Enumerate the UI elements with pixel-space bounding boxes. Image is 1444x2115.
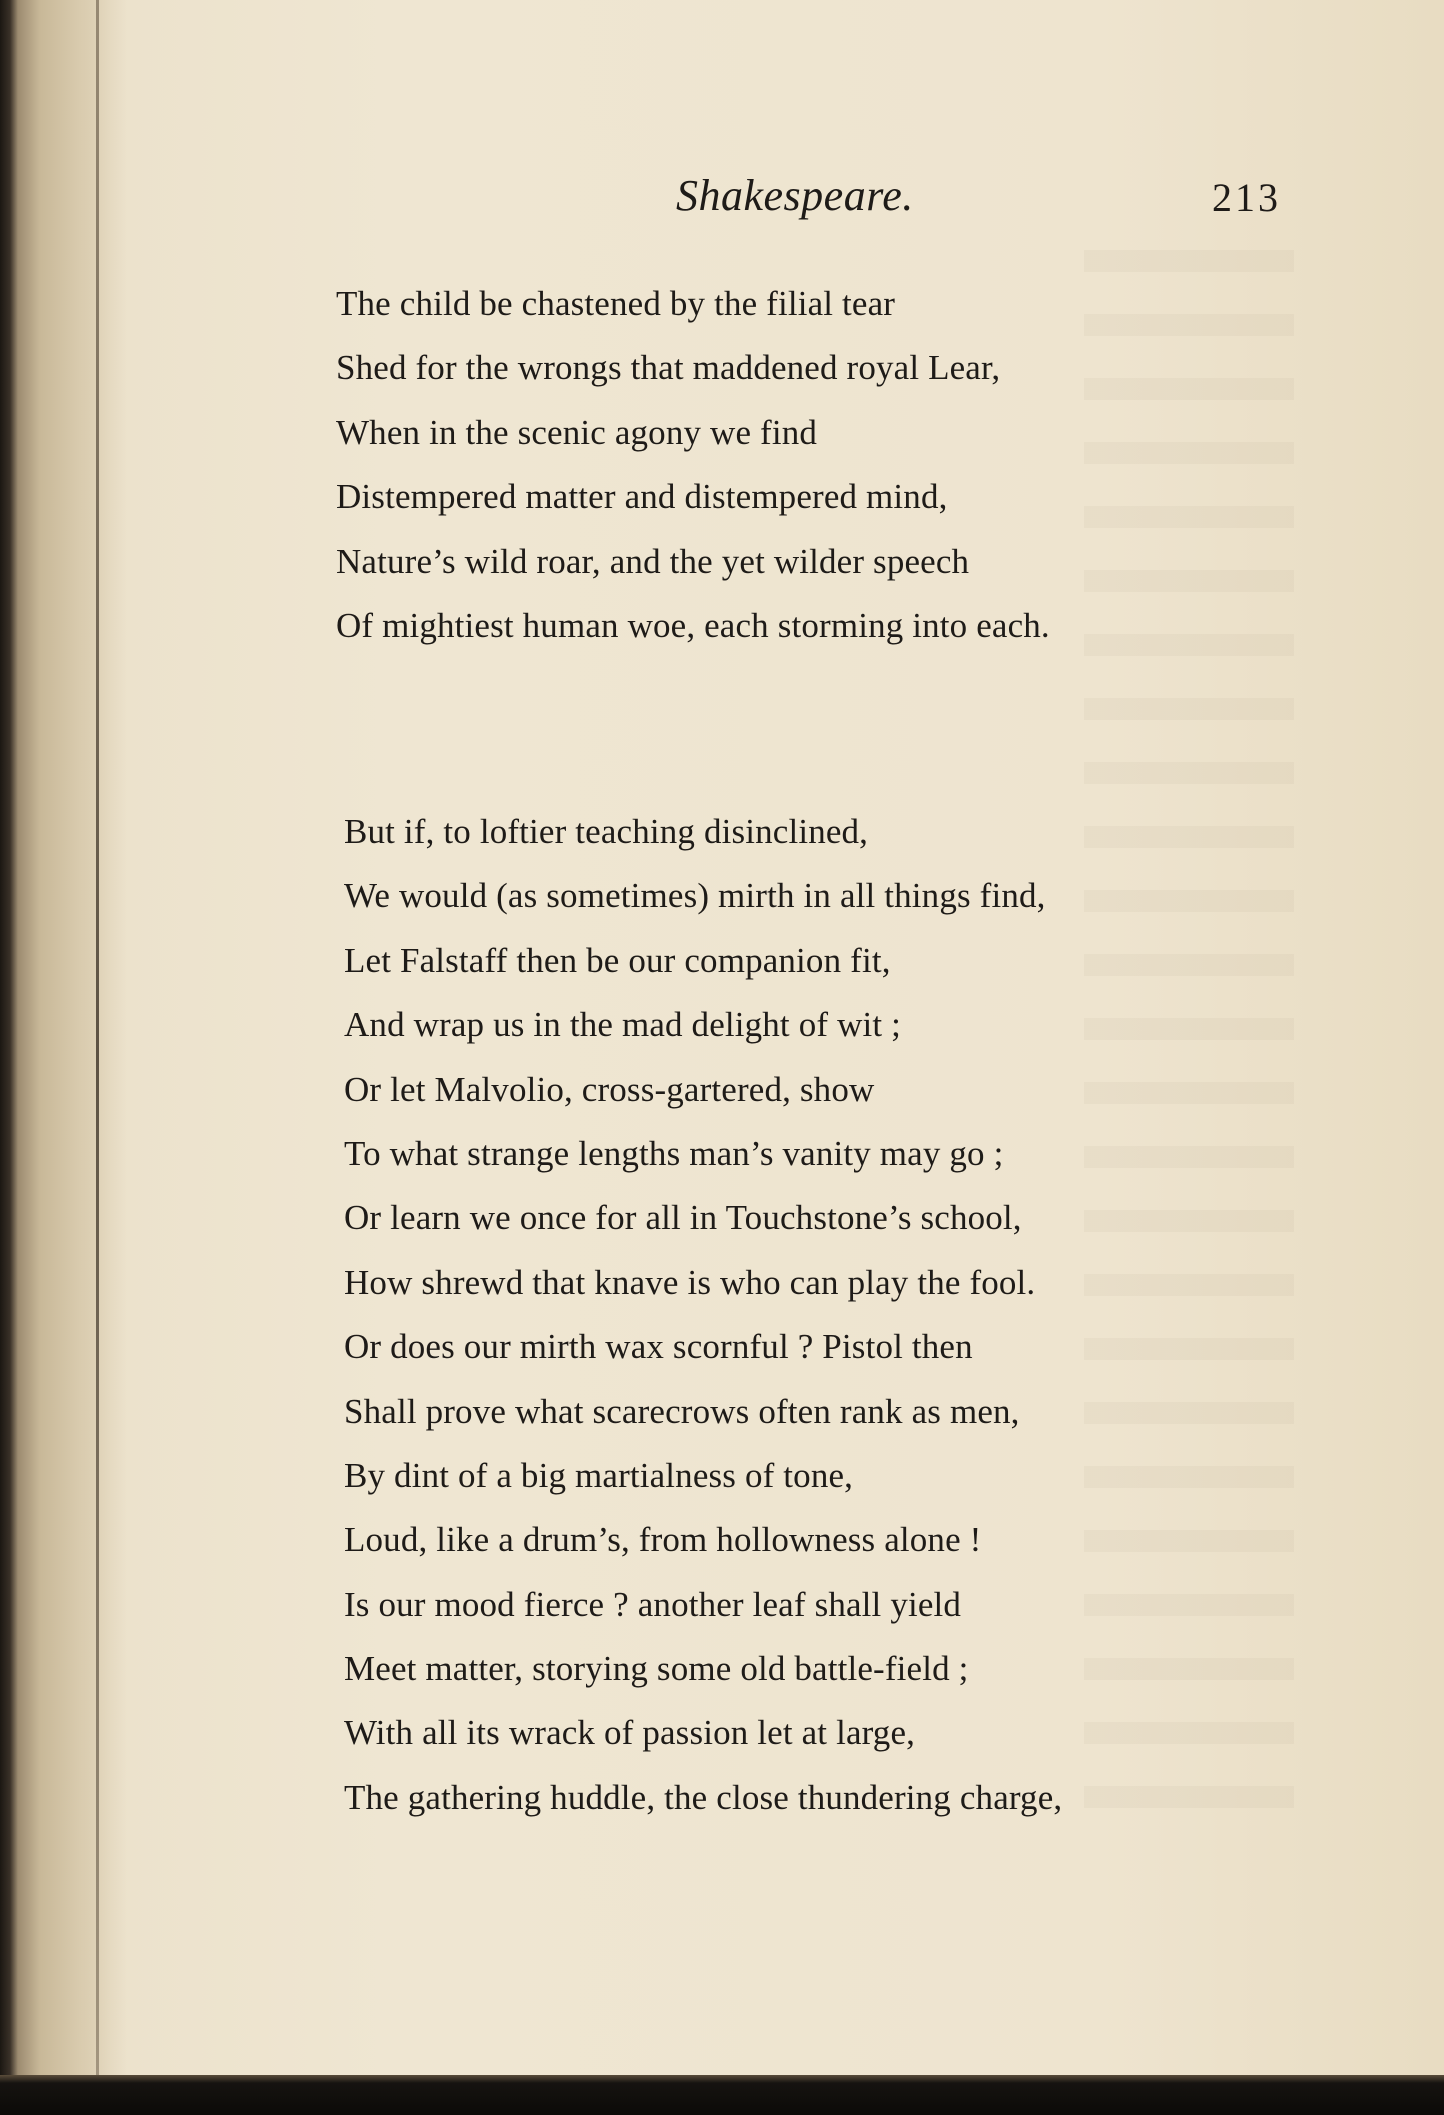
verse-line: We would (as sometimes) mirth in all things find, [344,876,1046,916]
verse-line: Shed for the wrongs that maddened royal Lear, [336,348,1001,388]
show-through-text [1084,250,1294,1850]
verse-line: The child be chastened by the filial tear [336,284,896,323]
verse-line: Of mightiest human woe, each storming into each. [336,605,1050,645]
page-number: 213 [1212,175,1281,220]
verse-line: When in the scenic agony we find [336,412,818,452]
verse-line: The gathering huddle, the close thundering charge, [344,1777,1063,1817]
stanza-1 [336,272,1050,658]
page-bottom-edge [0,2075,1444,2115]
verse-line: Loud, like a drum’s, from hollowness alone ! [344,1520,982,1560]
book-gutter-shadow [0,0,128,2115]
verse-line: Meet matter, storying some old battle-field ; [344,1649,969,1689]
verse-line: And wrap us in the mad delight of wit ; [344,1005,902,1045]
verse-line: Nature’s wild roar, and the yet wilder speech [336,541,970,581]
verse-line: To what strange lengths man’s vanity may go ; [344,1133,1004,1173]
verse-line: Distempered matter and distempered mind, [336,477,948,517]
verse-line: With all its wrack of passion let at large, [344,1713,916,1753]
verse-line: By dint of a big martialness of tone, [344,1455,854,1495]
verse-line: But if, to loftier teaching disinclined, [344,812,869,851]
verse-line: Or let Malvolio, cross-gartered, show [344,1069,875,1109]
verse-line: Shall prove what scarecrows often rank as men, [344,1391,1020,1431]
spine-crease [96,0,99,2115]
verse-line: Or does our mirth wax scornful ? Pistol then [344,1327,973,1367]
verse-line: Is our mood fierce ? another leaf shall yield [344,1584,962,1624]
running-head [0,170,1444,230]
running-title: Shakespeare. [676,171,914,220]
verse-line: Or learn we once for all in Touchstone’s school, [344,1198,1022,1238]
verse-line: How shrewd that knave is who can play the fool. [344,1262,1036,1302]
stanza-2 [344,800,1062,1830]
verse-line: Let Falstaff then be our companion fit, [344,940,891,980]
